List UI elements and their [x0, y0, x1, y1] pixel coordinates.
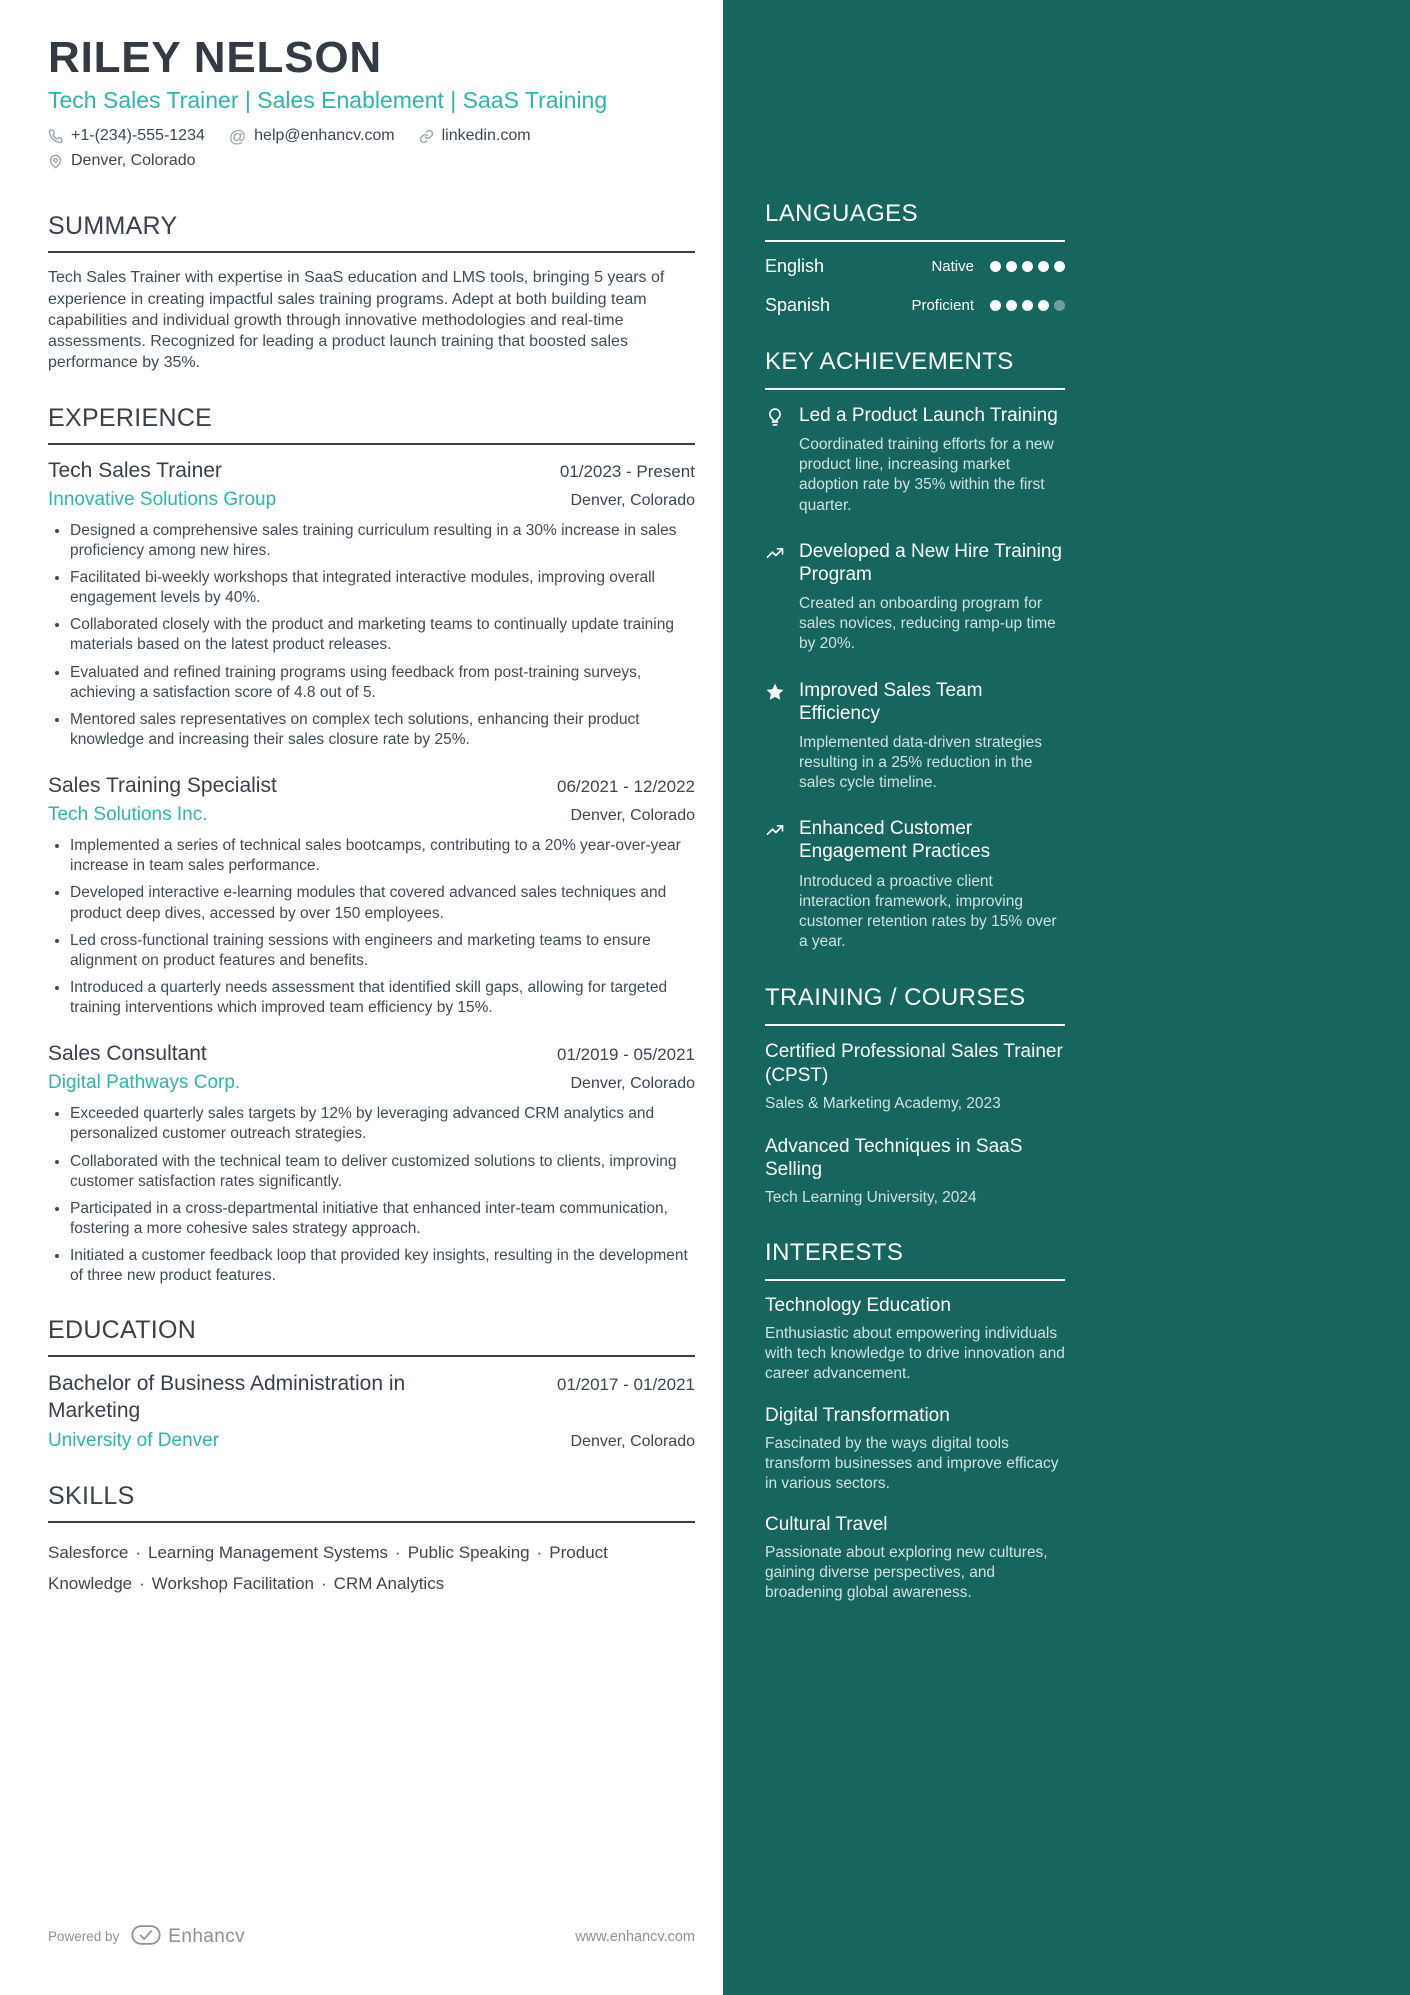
- bullet-item: • Designed a comprehensive sales training curriculum resulting in a 30% increase in sales proficiency among new hires.: [70, 521, 695, 561]
- skill-separator: ·: [139, 1574, 145, 1594]
- job-header: [48, 774, 695, 798]
- job-dates: 06/2021 - 12/2022: [556, 777, 695, 797]
- interests-heading: INTERESTS: [765, 1239, 1065, 1281]
- achievement-body: [799, 679, 1065, 794]
- website-link[interactable]: linkedin.com: [441, 127, 531, 145]
- achievement-item: [765, 404, 1065, 516]
- job-entry: [48, 1042, 695, 1286]
- bullet-item: • Led cross-functional training sessions with engineers and marketing teams to ensure alignment on product features and benefits.: [70, 931, 695, 971]
- summary-section: [48, 212, 695, 373]
- bullet-item: • Facilitated bi-weekly workshops that integrated interactive modules, improving overall engagement levels by 40%.: [70, 568, 695, 608]
- trending-up-icon: [765, 817, 787, 952]
- skill-item: Learning Management Systems: [148, 1542, 389, 1562]
- sidebar: [723, 0, 1410, 1995]
- interest-item: [765, 1514, 1065, 1603]
- training-heading: TRAINING / COURSES: [765, 984, 1065, 1026]
- bullet-item: • Collaborated with the technical team to deliver customized solutions to clients, improving customer satisfaction rates significantly.: [70, 1152, 695, 1192]
- bullet-item: • Collaborated closely with the product and marketing teams to continually update training materials based on the latest product releases.: [70, 615, 695, 655]
- bullet-item: • Mentored sales representatives on complex tech solutions, enhancing their product knowledge and increasing their sales closure rate by 25%.: [70, 710, 695, 750]
- degree-title: Bachelor of Business Administration in Marketing: [48, 1372, 406, 1422]
- course-item: [765, 1040, 1065, 1113]
- enhancv-url[interactable]: www.enhancv.com: [575, 1928, 695, 1945]
- skill-item: Public Speaking: [407, 1542, 530, 1562]
- job-company: Innovative Solutions Group: [48, 488, 277, 510]
- job-bullets: [48, 521, 695, 750]
- skill-separator: ·: [135, 1542, 141, 1562]
- achievement-title: Improved Sales Team Efficiency: [799, 679, 983, 724]
- achievement-description: Coordinated training efforts for a new product line, increasing market adoption rate by 35% within the first quarter.: [799, 436, 1054, 514]
- email-link[interactable]: help@enhancv.com: [254, 127, 395, 145]
- course-provider: Tech Learning University, 2024: [765, 1189, 977, 1207]
- language-level-label: Native: [931, 258, 974, 275]
- enhancv-logo-icon: [131, 1924, 161, 1949]
- candidate-title: Tech Sales Trainer | Sales Enablement | SaaS Training: [48, 87, 608, 114]
- education-heading: EDUCATION: [48, 1316, 695, 1357]
- phone-item: [48, 127, 205, 145]
- language-level-label: Proficient: [911, 297, 974, 314]
- job-bullets: [48, 1104, 695, 1286]
- location-text: Denver, Colorado: [71, 152, 196, 170]
- achievement-title: Developed a New Hire Training Program: [799, 540, 1062, 585]
- interest-item: [765, 1295, 1065, 1384]
- training-section: [765, 984, 1065, 1207]
- page-footer: [48, 1924, 695, 1949]
- location-item: [48, 152, 196, 170]
- job-title: Sales Consultant: [48, 1042, 207, 1066]
- enhancv-logo-text: Enhancv: [168, 1925, 246, 1947]
- education-dates: 01/2017 - 01/2021: [556, 1375, 695, 1395]
- location-pin-icon: [48, 154, 63, 169]
- course-title: Certified Professional Sales Trainer (CPST): [765, 1041, 1063, 1086]
- interest-item: [765, 1405, 1065, 1494]
- achievement-body: [799, 404, 1065, 516]
- achievement-description: Implemented data-driven strategies resulting in a 25% reduction in the sales cycle timeline.: [799, 733, 1042, 792]
- job-company: Digital Pathways Corp.: [48, 1072, 241, 1094]
- at-icon: @: [228, 126, 247, 146]
- education-header: [48, 1371, 695, 1424]
- powered-by-text: Powered by: [48, 1929, 120, 1944]
- achievement-title: Enhanced Customer Engagement Practices: [799, 818, 991, 863]
- language-row: [765, 295, 1065, 316]
- languages-section: [765, 200, 1065, 316]
- school-name: University of Denver: [48, 1429, 220, 1451]
- contact-bar: [48, 127, 695, 145]
- achievement-item: [765, 540, 1065, 655]
- bullet-item: • Exceeded quarterly sales targets by 12% by leveraging advanced CRM analytics and personalized customer outreach strategies.: [70, 1104, 695, 1144]
- summary-text: Tech Sales Trainer with expertise in SaaS education and LMS tools, bringing 5 years of experience in creating impactful sales training programs. Adept at both building team capabilities and individual growth through innovative methodologies and real-time assessments. Recognized for leading a product launch training that boosted sales performance by 35%.: [48, 269, 665, 372]
- phone-number: +1-(234)-555-1234: [71, 127, 205, 145]
- achievement-body: [799, 540, 1065, 655]
- course-item: [765, 1135, 1065, 1208]
- job-entry: [48, 459, 695, 750]
- skill-separator: ·: [395, 1542, 401, 1562]
- powered-by: [48, 1924, 245, 1949]
- interest-title: Cultural Travel: [765, 1514, 888, 1536]
- course-title: Advanced Techniques in SaaS Selling: [765, 1135, 1023, 1181]
- job-company: Tech Solutions Inc.: [48, 804, 208, 826]
- bullet-item: • Developed interactive e-learning modules that covered advanced sales techniques and product deep dives, accessed by over 150 employees.: [70, 883, 695, 923]
- star-icon: [765, 679, 787, 794]
- job-subheader: [48, 804, 695, 826]
- language-name: Spanish: [765, 295, 831, 315]
- education-section: [48, 1316, 695, 1452]
- job-location: Denver, Colorado: [570, 491, 695, 509]
- job-subheader: [48, 1072, 695, 1094]
- skills-list: [48, 1537, 695, 1600]
- skill-item: Salesforce: [48, 1542, 129, 1562]
- skills-section: [48, 1482, 695, 1600]
- main-column: [0, 0, 723, 1600]
- skill-item: CRM Analytics: [333, 1574, 445, 1594]
- job-title: Tech Sales Trainer: [48, 458, 222, 482]
- interest-title: Digital Transformation: [765, 1404, 950, 1426]
- link-icon: [419, 129, 434, 144]
- skill-item: Workshop Facilitation: [151, 1574, 314, 1594]
- enhancv-logo: [131, 1924, 245, 1949]
- interest-description: Fascinated by the ways digital tools transform businesses and improve efficacy in various sectors.: [765, 1434, 1059, 1492]
- education-location: Denver, Colorado: [570, 1432, 695, 1450]
- bullet-item: • Evaluated and refined training programs using feedback from post-training surveys, achieving a satisfaction score of 4.8 out of 5.: [70, 663, 695, 703]
- phone-icon: [48, 129, 63, 144]
- location-bar: [48, 152, 695, 170]
- candidate-name: RILEY NELSON: [48, 33, 382, 82]
- education-subheader: [48, 1430, 695, 1452]
- job-header: [48, 459, 695, 483]
- language-proficiency-dots: [990, 261, 1065, 272]
- website-item: [419, 127, 531, 145]
- achievement-description: Created an onboarding program for sales novices, reducing ramp-up time by 20%.: [799, 595, 1056, 653]
- email-item: [229, 127, 395, 145]
- achievements-section: [765, 348, 1065, 952]
- bullet-item: • Implemented a series of technical sales bootcamps, contributing to a 20% year-over-year increase in team sales performance.: [70, 836, 695, 876]
- interests-section: [765, 1239, 1065, 1603]
- summary-heading: SUMMARY: [48, 212, 695, 253]
- achievements-heading: KEY ACHIEVEMENTS: [765, 348, 1065, 390]
- skill-separator: ·: [536, 1542, 543, 1562]
- interest-description: Enthusiastic about empowering individuals with tech knowledge to drive innovation and career advancement.: [765, 1325, 1065, 1383]
- interest-description: Passionate about exploring new cultures, gaining diverse perspectives, and broadening global awareness.: [765, 1544, 1048, 1602]
- achievement-item: [765, 817, 1065, 952]
- achievement-item: [765, 679, 1065, 794]
- course-provider: Sales & Marketing Academy, 2023: [765, 1094, 1001, 1112]
- language-name: English: [765, 256, 825, 276]
- job-header: [48, 1042, 695, 1066]
- job-title: Sales Training Specialist: [48, 774, 277, 798]
- achievement-body: [799, 817, 1065, 952]
- achievement-title: Led a Product Launch Training: [799, 405, 1058, 426]
- job-subheader: [48, 489, 695, 511]
- lightbulb-icon: [765, 404, 787, 516]
- job-bullets: [48, 836, 695, 1018]
- trending-up-icon: [765, 540, 787, 655]
- job-dates: 01/2023 - Present: [559, 461, 695, 481]
- languages-heading: LANGUAGES: [765, 200, 1065, 242]
- skill-separator: ·: [321, 1574, 327, 1594]
- language-row: [765, 256, 1065, 277]
- skills-heading: SKILLS: [48, 1482, 695, 1523]
- achievement-description: Introduced a proactive client interaction framework, improving customer retention rates by 15% over a year.: [799, 872, 1057, 951]
- sidebar-content: [765, 0, 1065, 1603]
- resume-header: [48, 34, 695, 170]
- experience-heading: EXPERIENCE: [48, 404, 695, 445]
- job-location: Denver, Colorado: [570, 807, 695, 825]
- job-entry: [48, 774, 695, 1018]
- bullet-item: • Initiated a customer feedback loop that provided key insights, resulting in the development of three new product features.: [70, 1246, 695, 1286]
- language-proficiency-dots: [990, 300, 1065, 311]
- job-dates: 01/2019 - 05/2021: [556, 1045, 695, 1065]
- interest-title: Technology Education: [765, 1295, 951, 1317]
- skill-item: Product Knowledge: [48, 1542, 608, 1594]
- experience-section: [48, 404, 695, 1287]
- job-location: Denver, Colorado: [570, 1075, 695, 1093]
- bullet-item: • Introduced a quarterly needs assessment that identified skill gaps, allowing for targeted training interventions which improved team efficiency by 15%.: [70, 978, 695, 1018]
- bullet-item: • Participated in a cross-departmental initiative that enhanced inter-team communication, fostering a more cohesive sales strategy approach.: [70, 1199, 695, 1239]
